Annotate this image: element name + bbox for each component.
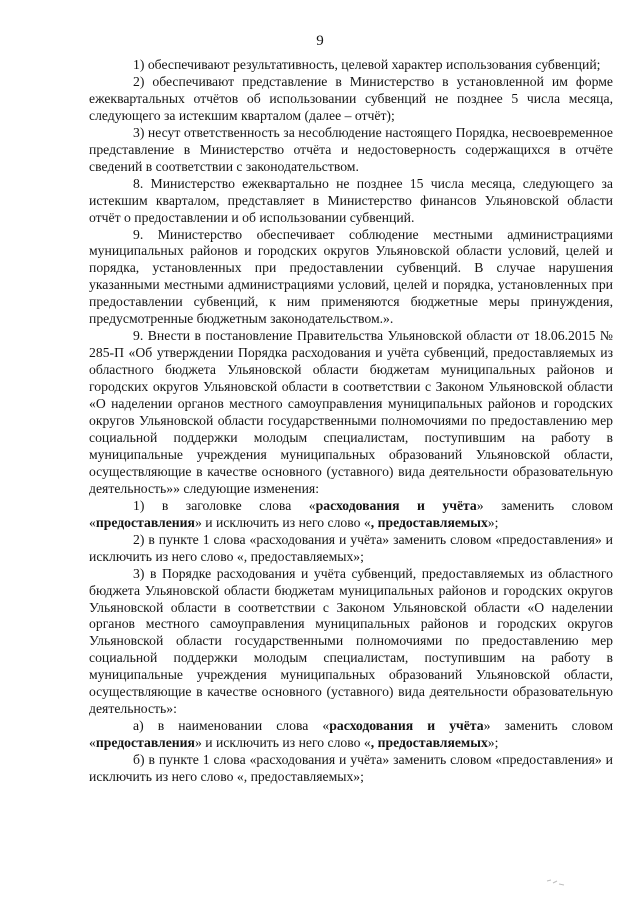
text-segment: »; (487, 514, 499, 530)
text-segment: 9. Министерство обеспечивает соблюдение местными администрациями муниципальных районов и городских округов Ульяновской области условий, целей и порядка, установленных при предоставлении субвенций. В случае нарушения указанными местными администрациями условий, целей и порядка, установленных при предоставлении субвенций, к ним применяются бюджетные меры принуждения, предусмотренные бюджетным законодательством.». (89, 226, 613, 327)
bold-text-segment: предоставления (95, 735, 195, 751)
text-segment: » заменить словом « (89, 497, 613, 530)
paragraph-p9 (89, 566, 613, 719)
bold-text-segment: , предоставляемых (370, 514, 488, 530)
text-segment: 2) обеспечивают представление в Министерство в установленной им форме ежеквартальных отчётов об использовании субвенций не позднее 5 числа месяца, следующего за истекшим кварталом (далее – отчёт); (89, 73, 613, 123)
paragraph-p2 (89, 74, 613, 125)
paragraph-p3 (89, 125, 613, 176)
paragraph-p1 (89, 57, 613, 74)
text-segment: а) в наименовании слова « (133, 718, 330, 734)
bold-text-segment: предоставления (95, 514, 195, 530)
paragraph-p5 (89, 227, 613, 329)
text-segment: 1) обеспечивают результативность, целевой характер использования субвенций; (133, 57, 601, 72)
bold-text-segment: , предоставляемых (370, 735, 488, 751)
text-segment: 2) в пункте 1 слова «расходования и учёта» заменить словом «предоставления» и исключить из него слово «, предоставляемых»; (89, 531, 613, 564)
text-segment: 1) в заголовке слова « (133, 497, 316, 513)
page-number: 9 (316, 33, 324, 49)
bold-text-segment: расходования и учёта (315, 497, 477, 513)
paragraph-p7 (89, 498, 613, 532)
text-segment: » и исключить из него слово « (194, 735, 371, 751)
paragraph-p8 (89, 532, 613, 566)
bold-text-segment: расходования и учёта (329, 718, 484, 734)
text-segment: б) в пункте 1 слова «расходования и учёта» заменить словом «предоставления» и исключить из него слово «, предоставляемых»; (89, 752, 613, 785)
text-segment: »; (487, 735, 499, 751)
paragraph-p4 (89, 176, 613, 227)
paragraph-p10 (89, 718, 613, 752)
scan-speck-mark (545, 875, 567, 889)
text-segment: » и исключить из него слово « (194, 514, 371, 530)
paragraph-p11 (89, 752, 613, 786)
paragraph-p6 (89, 328, 613, 498)
document-body (89, 57, 613, 786)
text-segment: 9. Внести в постановление Правительства Ульяновской области от 18.06.2015 № 285-П «Об утверждении Порядка расходования и учёта субвенций, предоставляемых из областного бюджета Ульяновской области бюджетам муниципальных районов и городских округов Ульяновской области в соответствии с Законом Ульяновской области «О наделении органов местного самоуправления муниципальных районов и городских округов Ульяновской области государственными полномочиями по предоставлению мер социальной поддержки молодым специалистам, поступившим на работу в муниципальные учреждения муниципальных образований Ульяновской области, осуществляющие в качестве основного (уставного) вида деятельности образовательную деятельность»» следующие изменения: (89, 328, 613, 496)
text-segment: 3) в Порядке расходования и учёта субвенций, предоставляемых из областного бюджета Ульяновской области бюджетам муниципальных районов и городских округов Ульяновской области в соответствии с Законом Ульяновской области «О наделении органов местного самоуправления муниципальных районов и городских округов Ульяновской области государственными полномочиями по предоставлению мер социальной поддержки молодым специалистам, поступившим на работу в муниципальные учреждения муниципальных образований Ульяновской области, осуществляющие в качестве основного (уставного) вида деятельности образовательную деятельность»: (89, 565, 613, 717)
text-segment: » заменить словом « (89, 718, 613, 751)
text-segment: 8. Министерство ежеквартально не позднее 15 числа месяца, следующего за истекшим кварталом, представляет в Министерство финансов Ульяновской области отчёт о предоставлении и об использовании субвенций. (89, 175, 613, 225)
text-segment: 3) несут ответственность за несоблюдение настоящего Порядка, несвоевременное представление в Министерство отчёта и недостоверность содержащихся в отчёте сведений в соответствии с законодательством. (89, 124, 613, 174)
